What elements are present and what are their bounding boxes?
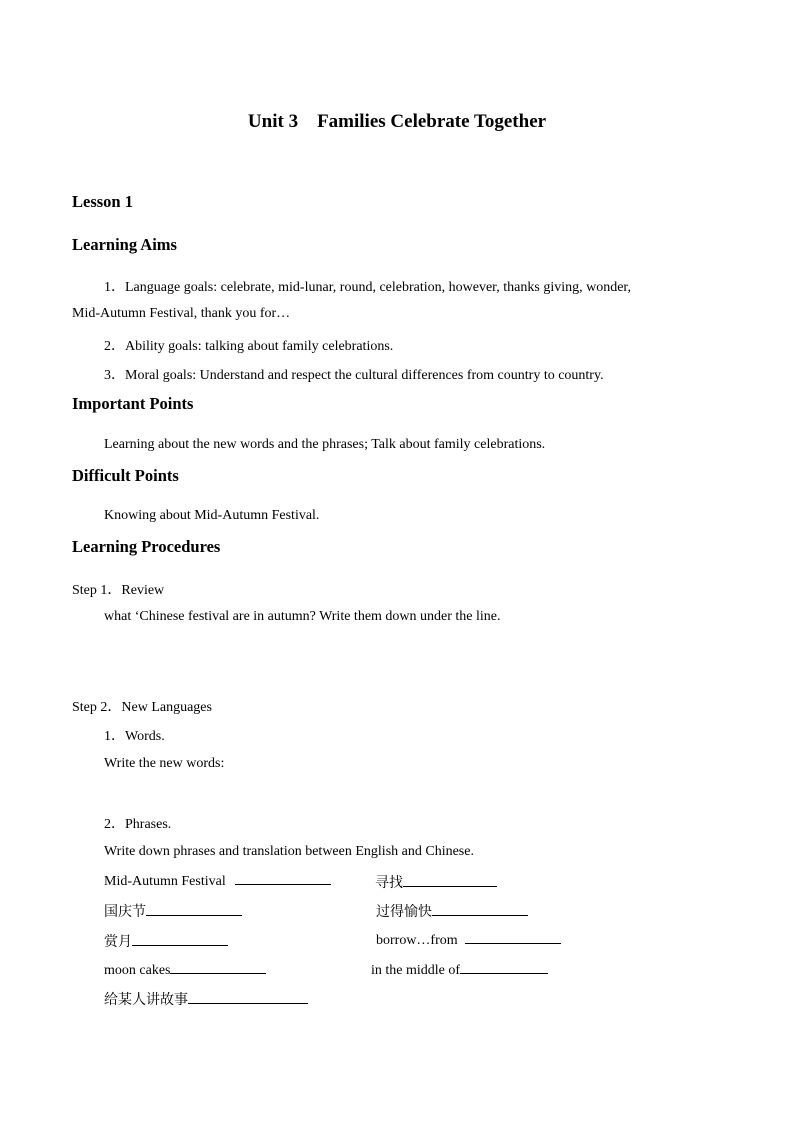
answer-blank[interactable] [188, 991, 308, 1004]
important-points-heading: Important Points [72, 394, 194, 413]
aim-language-line2: Mid-Autumn Festival, thank you for… [72, 306, 291, 321]
phrase-label: 国庆节 [104, 905, 146, 920]
phrase-label: Mid-Autumn Festival [104, 874, 226, 889]
phrase-item [104, 931, 228, 951]
aim-ability: 2．Ability goals: talking about family celebrations. [104, 339, 394, 354]
lesson-heading: Lesson 1 [72, 192, 133, 211]
phrase-label: 给某人讲故事 [104, 993, 188, 1008]
phrase-item [104, 961, 266, 979]
phrases-heading: 2．Phrases. [104, 817, 172, 832]
phrase-label: in the middle of [371, 963, 461, 978]
phrase-item [104, 901, 242, 921]
answer-blank[interactable] [403, 874, 497, 887]
important-points-text: Learning about the new words and the phrases; Talk about family celebrations. [104, 437, 546, 452]
phrase-item [371, 961, 548, 979]
step2-heading: Step 2．New Languages [72, 700, 212, 715]
step1-instruction: what ‘Chinese festival are in autumn? Write them down under the line. [104, 609, 501, 624]
phrase-label: moon cakes [104, 963, 171, 978]
step1-heading: Step 1．Review [72, 583, 165, 598]
phrase-label: 寻找 [375, 876, 403, 891]
phrases-instruction: Write down phrases and translation between English and Chinese. [104, 844, 474, 859]
phrase-label: borrow…from [376, 933, 458, 948]
phrase-label: 过得愉快 [376, 905, 432, 920]
phrase-item [376, 901, 528, 921]
aim-language-line1: 1．Language goals: celebrate, mid-lunar, round, celebration, however, thanks giving, wonder, [104, 280, 632, 295]
page-title: Unit 3 Families Celebrate Together [247, 111, 547, 132]
aim-moral: 3．Moral goals: Understand and respect the cultural differences from country to country. [104, 368, 604, 383]
answer-blank[interactable] [465, 931, 561, 944]
phrase-label: 赏月 [104, 935, 132, 950]
phrase-item [104, 872, 331, 890]
phrase-item [376, 931, 561, 949]
answer-blank[interactable] [132, 933, 228, 946]
difficult-points-text: Knowing about Mid-Autumn Festival. [104, 508, 320, 523]
learning-procedures-heading: Learning Procedures [72, 537, 221, 556]
answer-blank[interactable] [146, 903, 242, 916]
words-heading: 1．Words. [104, 729, 165, 744]
learning-aims-heading: Learning Aims [72, 235, 177, 254]
difficult-points-heading: Difficult Points [72, 466, 179, 485]
answer-blank[interactable] [460, 961, 548, 974]
answer-blank[interactable] [235, 872, 331, 885]
answer-blank[interactable] [432, 903, 528, 916]
phrase-item [375, 872, 497, 892]
answer-blank[interactable] [170, 961, 266, 974]
words-instruction: Write the new words: [104, 756, 225, 771]
phrase-item [104, 989, 308, 1009]
